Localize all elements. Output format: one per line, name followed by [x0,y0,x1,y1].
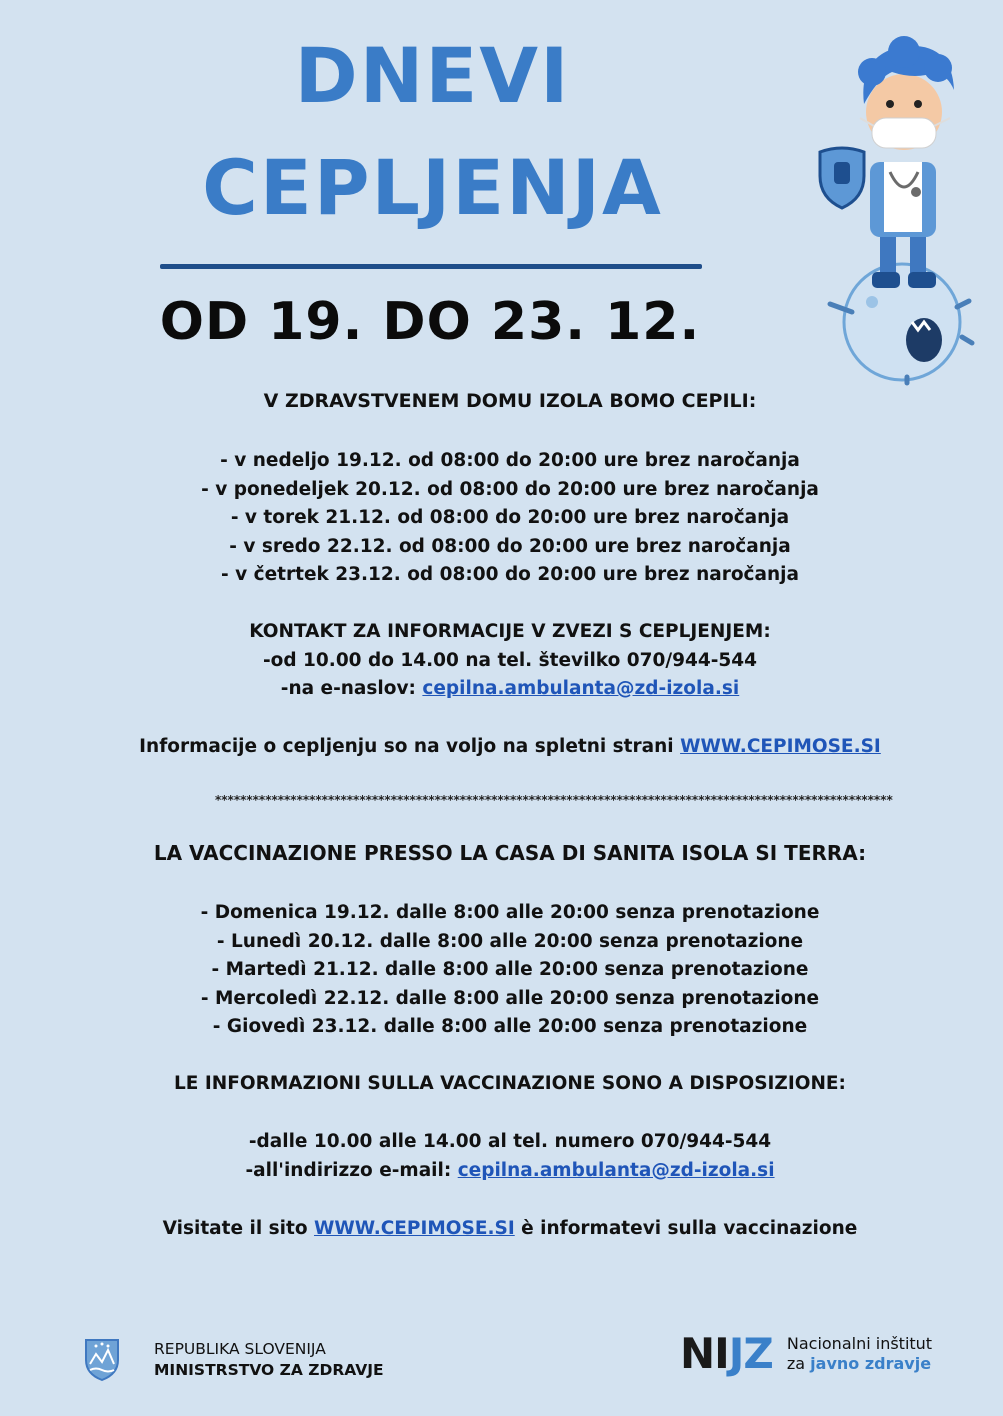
virus-icon [830,264,972,383]
ita-schedule [60,899,960,1042]
institute-za: za [786,1354,811,1373]
section-divider: ************************************************************************************************************ [215,793,893,807]
nijz-wordmark [680,1329,773,1378]
slo-heading: V ZDRAVSTVENEM DOMU IZOLA BOMO CEPILI: [263,390,757,412]
slo-contact-heading: KONTAKT ZA INFORMACIJE V ZVEZI S CEPLJENJEM: [249,621,771,642]
slo-day: - v ponedeljek 20.12. od 08:00 do 20:00 ure brez naročanja [201,478,819,500]
nijz-jz: JZ [728,1329,773,1378]
slovenia-coat-of-arms-icon [84,1338,120,1382]
ministry-logo [84,1338,384,1382]
slo-website-link[interactable]: WWW.CEPIMOSE.SI [680,736,881,757]
slo-day: - v torek 21.12. od 08:00 do 20:00 ure brez naročanja [230,507,790,528]
ita-day: - Giovedì 23.12. dalle 8:00 alle 20:00 senza prenotazione [212,1016,808,1037]
doctor-illustration [812,22,972,382]
ita-visit-row [60,1215,960,1244]
ita-day: - Martedì 21.12. dalle 8:00 alle 20:00 senza prenotazione [211,959,809,980]
ita-contact-phone: -dalle 10.00 alle 14.00 al tel. numero 070/944-544 [248,1131,772,1152]
ita-contact-heading: LE INFORMAZIONI SULLA VACCINAZIONE SONO A DISPOSIZIONE: [174,1073,846,1094]
shield-icon [820,148,864,208]
ita-email-label: -all'indirizzo e-mail: [245,1159,458,1181]
slo-day: - v sredo 22.12. od 08:00 do 20:00 ure brez naročanja [229,535,791,557]
slo-contact [60,618,960,704]
ita-email-link[interactable]: cepilna.ambulanta@zd-izola.si [457,1159,775,1181]
ita-day: - Mercoledì 22.12. dalle 8:00 alle 20:00 senza prenotazione [200,987,820,1009]
institute-line-2 [787,1354,932,1374]
ministry-line-1: REPUBLIKA SLOVENIJA [154,1340,326,1358]
ita-contact [60,1128,960,1185]
slo-day: - v nedeljo 19.12. od 08:00 do 20:00 ure brez naročanja [220,450,800,471]
slo-email-label: -na e-naslov: [280,678,423,699]
nijz-logo [680,1329,933,1378]
title-line-2: CEPLJENJA [202,143,663,232]
institute-line-1: Nacionalni inštitut [786,1334,933,1353]
ita-visit-prefix: Visitate il sito [162,1218,314,1239]
slo-info-text: Informacije o cepljenju so na voljo na spletni strani [139,736,681,757]
institute-blue: javno zdravje [810,1354,932,1373]
nijz-ni: NI [680,1329,729,1378]
slo-day: - v četrtek 23.12. od 08:00 do 20:00 ure brez naročanja [221,564,799,585]
ministry-line-2: MINISTRSTVO ZA ZDRAVJE [154,1361,384,1379]
ita-contact-email-row [60,1157,960,1186]
date-range: OD 19. DO 23. 12. [159,292,701,352]
slo-email-link[interactable]: cepilna.ambulanta@zd-izola.si [422,678,740,699]
slo-info-row [60,733,960,762]
title-divider [160,264,702,269]
slo-contact-email-row [60,675,960,704]
slo-schedule [60,447,960,590]
ita-day: - Domenica 19.12. dalle 8:00 alle 20:00 senza prenotazione [200,902,820,923]
slo-contact-phone: -od 10.00 do 14.00 na tel. številko 070/944-544 [262,649,758,671]
ita-website-link[interactable]: WWW.CEPIMOSE.SI [313,1218,515,1239]
ita-visit-suffix: è informatevi sulla vaccinazione [514,1218,858,1239]
title-line-1: DNEVI [294,31,571,120]
ita-heading: LA VACCINAZIONE PRESSO LA CASA DI SANITA ISOLA SI TERRA: [153,841,867,865]
ita-day: - Lunedì 20.12. dalle 8:00 alle 20:00 senza prenotazione [216,930,804,952]
